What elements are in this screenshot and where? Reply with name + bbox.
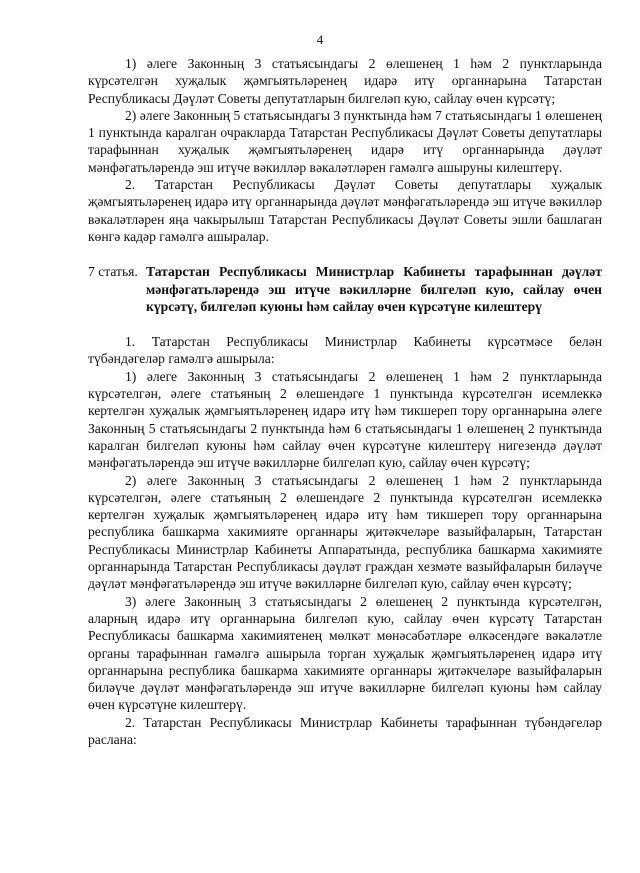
paragraph-subitem-3: 3) әлеге Законның 3 статьясындагы 2 өлешенең 2 пунктында күрсәтелгән, аларның идарә итү органнарына билгеләп кую, сайлау өчен күрсәтү Татарстан Республикасы башкарма хакимиятенең мөлкәт мөнәсәбәтләре өлкәсендәге вәкаләтле органы тарафыннан гамәлгә ашырыла торган хуҗалык җәмгыятьләренең идарә итү органнарына республика башкарма хакимияте органнары җитәкчеләре вазыйфаларын биләүче дәүләт мәнфәгатьләрендә эш итүче вәкилләрне билгеләп куюны һәм сайлау өчен күрсәтүне килештерү. — [88, 593, 602, 713]
document-body — [88, 55, 602, 748]
paragraph-item-1: 1) әлеге Законның 3 статьясындагы 2 өлешенең 1 һәм 2 пунктларында күрсәтелгән хуҗалык җәмгыятьләренең идарә итү органнарына Татарстан Республикасы Дәүләт Советы депутатларын билгеләп кую, сайлау өчен күрсәтү; — [88, 56, 602, 106]
paragraph-item-2: 2) әлеге Законның 5 статьясындагы 3 пунктында һәм 7 статьясындагы 1 өлешенең 1 пунктында каралган очракларда Татарстан Республикасы Дәүләт Советы депутатлары тарафыннан хуҗалык җәмгыятьләренең идарә итү органнарында дәүләт мәнфәгатьләрендә эш итүче вәкилләр вәкаләтләрен гамәлгә ашыруны килештерү. — [88, 107, 602, 175]
section-spacer — [88, 245, 602, 263]
section-spacer — [88, 315, 602, 333]
paragraph-subitem-2: 2) әлеге Законның 3 статьясындагы 2 өлешенең 1 һәм 2 пунктларында күрсәтелгән, әлеге статьяның 2 өлешендәге 2 пунктында күрсәтелгән исемлеккә кертелгән хуҗалык җәмгыятьләренең идарә итү һәм тикшереп тору органнарына республика башкарма хакимияте органнары җитәкчеләре вазыйфаларын, Татарстан Республикасы Министрлар Кабинеты Аппаратында, республика башкарма хакимияте органнарында Татарстан Республикасы дәүләт граждан хезмәте вазыйфаларын биләүче дәүләт мәнфәгатьләрендә эш итүче вәкилләрне билгеләп кую, сайлау өчен күрсәтү; — [88, 472, 602, 592]
paragraph-subitem-1: 1) әлеге Законның 3 статьясындагы 2 өлешенең 1 һәм 2 пунктларында күрсәтелгән, әлеге статьяның 2 өлешендәге 1 пунктында күрсәтелгән исемлеккә кертелгән хуҗалык җәмгыятьләренең идарә итү һәм тикшереп тору органнарына әлеге Законның 5 статьясындагы 2 пунктында һәм 6 статьясындагы 1 өлешенең 2 пунктында каралган билгеләп куюны һәм сайлау өчен күрсәтүне килештерү нигезендә дәүләт мәнфәгатьләрендә эш итүче вәкилләрне билгеләп кую, сайлау өчен күрсәтү; — [88, 368, 602, 471]
paragraph-section-2b: 2. Татарстан Республикасы Министрлар Кабинеты тарафыннан түбәндәгеләр раслана: — [88, 714, 602, 747]
page-number: 4 — [316, 32, 324, 47]
article-number: 7 статья. — [88, 264, 138, 280]
article-heading — [88, 263, 602, 315]
paragraph-section-1: 1. Татарстан Республикасы Министрлар Кабинеты күрсәтмәсе белән түбәндәгеләр гамәлгә ашырыла: — [88, 334, 602, 367]
article-title: Татарстан Республикасы Министрлар Кабинеты тарафыннан дәүләт мәнфәгатьләрендә эш итүче вәкилләрне билгеләп кую, сайлау өчен күрсәтү, билгеләп куюны һәм сайлау өчен күрсәтүне килештерү — [146, 264, 602, 314]
paragraph-section-2: 2. Татарстан Республикасы Дәүләт Советы депутатлары хуҗалык җәмгыятьләренең идарә итү органнарында дәүләт мәнфәгатьләрендә эш итүче вәкилләр вәкаләтләрен яңа чакырылыш Татарстан Республикасы Дәүләт Советы эшли башлаган көнгә кадәр гамәлгә ашыралар. — [88, 177, 602, 244]
